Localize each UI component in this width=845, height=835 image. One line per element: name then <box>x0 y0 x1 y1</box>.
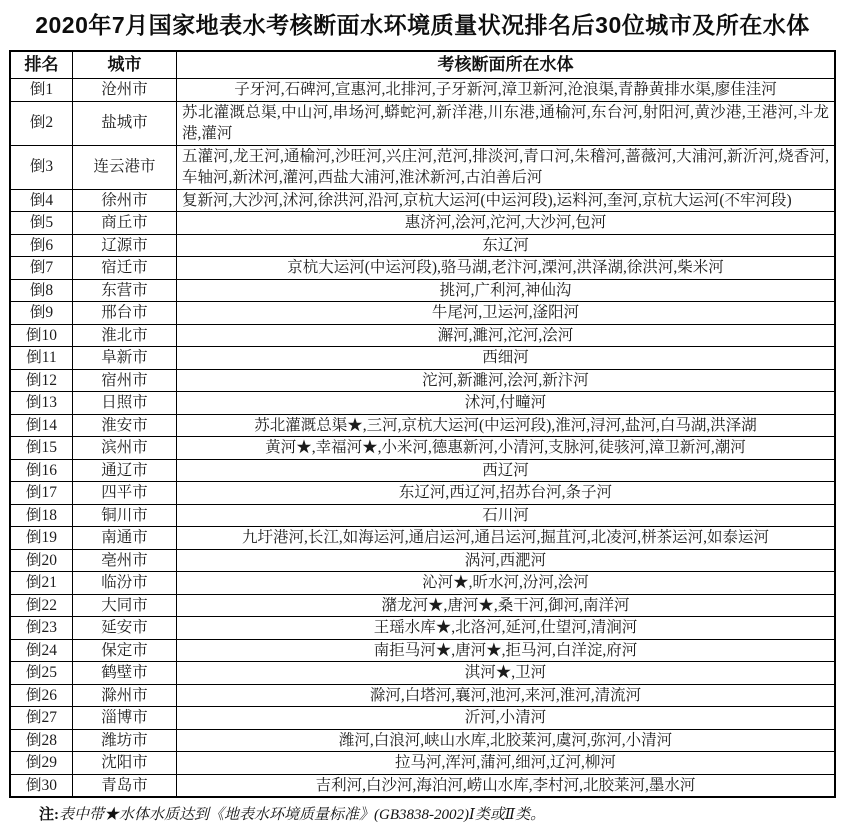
water-bodies-cell: 沱河,新濉河,浍河,新汴河 <box>177 369 836 392</box>
water-bodies-cell: 滁河,白塔河,襄河,池河,来河,淮河,清流河 <box>177 684 836 707</box>
rank-cell: 倒7 <box>10 257 73 280</box>
water-bodies-cell: 南拒马河★,唐河★,拒马河,白洋淀,府河 <box>177 639 836 662</box>
city-cell: 宿州市 <box>73 369 177 392</box>
header-water-bodies: 考核断面所在水体 <box>177 51 836 79</box>
page-title: 2020年7月国家地表水考核断面水环境质量状况排名后30位城市及所在水体 <box>35 12 810 38</box>
water-bodies-cell: 九圩港河,长江,如海运河,通启运河,通吕运河,掘苴河,北凌河,栟茶运河,如泰运河 <box>177 527 836 550</box>
table-row <box>10 549 835 572</box>
water-bodies-cell: 石川河 <box>177 504 836 527</box>
rank-cell: 倒26 <box>10 684 73 707</box>
water-bodies-cell: 黄河★,幸福河★,小米河,德惠新河,小清河,支脉河,徒骇河,漳卫新河,潮河 <box>177 437 836 460</box>
rank-cell: 倒13 <box>10 392 73 415</box>
table-row <box>10 662 835 685</box>
water-bodies-cell: 涡河,西淝河 <box>177 549 836 572</box>
rank-cell: 倒20 <box>10 549 73 572</box>
city-cell: 徐州市 <box>73 189 177 212</box>
rank-cell: 倒21 <box>10 572 73 595</box>
table-row <box>10 257 835 280</box>
rank-cell: 倒4 <box>10 189 73 212</box>
table-row <box>10 234 835 257</box>
rank-cell: 倒18 <box>10 504 73 527</box>
rank-cell: 倒25 <box>10 662 73 685</box>
header-city: 城市 <box>73 51 177 79</box>
table-row <box>10 617 835 640</box>
water-bodies-cell: 沭河,付疃河 <box>177 392 836 415</box>
city-cell: 连云港市 <box>73 145 177 189</box>
table-row <box>10 212 835 235</box>
city-cell: 滁州市 <box>73 684 177 707</box>
footnote <box>39 805 836 825</box>
footnote-text: 表中带★水体水质达到《地表水环境质量标准》(GB3838-2002)Ⅰ类或Ⅱ类。 <box>59 807 546 823</box>
city-cell: 沧州市 <box>73 79 177 102</box>
water-bodies-cell: 苏北灌溉总渠,中山河,串场河,蟒蛇河,新洋港,川东港,通榆河,东台河,射阳河,黄沙港,王港河,斗龙港,灌河 <box>177 101 836 145</box>
city-cell: 辽源市 <box>73 234 177 257</box>
city-cell: 青岛市 <box>73 774 177 797</box>
city-cell: 阜新市 <box>73 347 177 370</box>
rank-cell: 倒3 <box>10 145 73 189</box>
water-bodies-cell: 潴龙河★,唐河★,桑干河,御河,南洋河 <box>177 594 836 617</box>
header-rank: 排名 <box>10 51 73 79</box>
city-cell: 潍坊市 <box>73 729 177 752</box>
table-body <box>10 79 835 798</box>
rank-cell: 倒16 <box>10 459 73 482</box>
table-row <box>10 572 835 595</box>
city-cell: 鹤壁市 <box>73 662 177 685</box>
water-bodies-cell: 子牙河,石碑河,宣惠河,北排河,子牙新河,漳卫新河,沧浪渠,青静黄排水渠,廖佳洼河 <box>177 79 836 102</box>
rank-cell: 倒17 <box>10 482 73 505</box>
city-cell: 淮安市 <box>73 414 177 437</box>
water-bodies-cell: 潍河,白浪河,峡山水库,北胶莱河,虞河,弥河,小清河 <box>177 729 836 752</box>
city-cell: 宿迁市 <box>73 257 177 280</box>
city-cell: 盐城市 <box>73 101 177 145</box>
city-cell: 沈阳市 <box>73 752 177 775</box>
footnote-label: 注: <box>39 807 59 823</box>
water-bodies-cell: 牛尾河,卫运河,滏阳河 <box>177 302 836 325</box>
city-cell: 亳州市 <box>73 549 177 572</box>
rank-cell: 倒9 <box>10 302 73 325</box>
table-row <box>10 392 835 415</box>
city-cell: 淮北市 <box>73 324 177 347</box>
table-row <box>10 101 835 145</box>
city-cell: 通辽市 <box>73 459 177 482</box>
table-row <box>10 482 835 505</box>
rank-cell: 倒12 <box>10 369 73 392</box>
table-row <box>10 302 835 325</box>
rank-cell: 倒5 <box>10 212 73 235</box>
rank-cell: 倒29 <box>10 752 73 775</box>
water-bodies-cell: 拉马河,浑河,蒲河,细河,辽河,柳河 <box>177 752 836 775</box>
ranking-table <box>9 50 836 798</box>
water-bodies-cell: 挑河,广利河,神仙沟 <box>177 279 836 302</box>
water-bodies-cell: 东辽河 <box>177 234 836 257</box>
city-cell: 滨州市 <box>73 437 177 460</box>
city-cell: 四平市 <box>73 482 177 505</box>
rank-cell: 倒19 <box>10 527 73 550</box>
table-row <box>10 347 835 370</box>
water-bodies-cell: 复新河,大沙河,沭河,徐洪河,沿河,京杭大运河(中运河段),运料河,奎河,京杭大运河(不牢河段) <box>177 189 836 212</box>
water-bodies-cell: 西辽河 <box>177 459 836 482</box>
header-row <box>10 51 835 79</box>
table-row <box>10 369 835 392</box>
water-bodies-cell: 五灌河,龙王河,通榆河,沙旺河,兴庄河,范河,排淡河,青口河,朱稽河,蔷薇河,大浦河,新沂河,烧香河,车轴河,新沭河,灌河,西盐大浦河,淮沭新河,古泊善后河 <box>177 145 836 189</box>
city-cell: 保定市 <box>73 639 177 662</box>
table-row <box>10 414 835 437</box>
table-row <box>10 324 835 347</box>
table-row <box>10 684 835 707</box>
table-row <box>10 707 835 730</box>
water-bodies-cell: 京杭大运河(中运河段),骆马湖,老汴河,溧河,洪泽湖,徐洪河,柴米河 <box>177 257 836 280</box>
table-header <box>10 51 835 79</box>
table-row <box>10 79 835 102</box>
city-cell: 日照市 <box>73 392 177 415</box>
water-bodies-cell: 淇河★,卫河 <box>177 662 836 685</box>
table-row <box>10 729 835 752</box>
rank-cell: 倒27 <box>10 707 73 730</box>
city-cell: 邢台市 <box>73 302 177 325</box>
table-row <box>10 752 835 775</box>
table-row <box>10 145 835 189</box>
city-cell: 临汾市 <box>73 572 177 595</box>
city-cell: 东营市 <box>73 279 177 302</box>
water-bodies-cell: 东辽河,西辽河,招苏台河,条子河 <box>177 482 836 505</box>
water-bodies-cell: 沁河★,昕水河,汾河,浍河 <box>177 572 836 595</box>
city-cell: 淄博市 <box>73 707 177 730</box>
city-cell: 南通市 <box>73 527 177 550</box>
rank-cell: 倒14 <box>10 414 73 437</box>
table-row <box>10 594 835 617</box>
water-bodies-cell: 沂河,小清河 <box>177 707 836 730</box>
water-bodies-cell: 王瑶水库★,北洛河,延河,仕望河,清涧河 <box>177 617 836 640</box>
water-bodies-cell: 西细河 <box>177 347 836 370</box>
rank-cell: 倒10 <box>10 324 73 347</box>
table-row <box>10 437 835 460</box>
rank-cell: 倒28 <box>10 729 73 752</box>
water-bodies-cell: 澥河,濉河,沱河,浍河 <box>177 324 836 347</box>
rank-cell: 倒24 <box>10 639 73 662</box>
rank-cell: 倒23 <box>10 617 73 640</box>
table-row <box>10 189 835 212</box>
rank-cell: 倒22 <box>10 594 73 617</box>
city-cell: 大同市 <box>73 594 177 617</box>
rank-cell: 倒30 <box>10 774 73 797</box>
city-cell: 延安市 <box>73 617 177 640</box>
rank-cell: 倒15 <box>10 437 73 460</box>
city-cell: 商丘市 <box>73 212 177 235</box>
rank-cell: 倒6 <box>10 234 73 257</box>
rank-cell: 倒8 <box>10 279 73 302</box>
table-row <box>10 639 835 662</box>
rank-cell: 倒1 <box>10 79 73 102</box>
water-bodies-cell: 苏北灌溉总渠★,三河,京杭大运河(中运河段),淮河,浔河,盐河,白马湖,洪泽湖 <box>177 414 836 437</box>
table-row <box>10 504 835 527</box>
water-bodies-cell: 吉利河,白沙河,海泊河,崂山水库,李村河,北胶莱河,墨水河 <box>177 774 836 797</box>
water-bodies-cell: 惠济河,浍河,沱河,大沙河,包河 <box>177 212 836 235</box>
table-row <box>10 459 835 482</box>
table-row <box>10 279 835 302</box>
table-row <box>10 527 835 550</box>
rank-cell: 倒2 <box>10 101 73 145</box>
rank-cell: 倒11 <box>10 347 73 370</box>
city-cell: 铜川市 <box>73 504 177 527</box>
table-row <box>10 774 835 797</box>
